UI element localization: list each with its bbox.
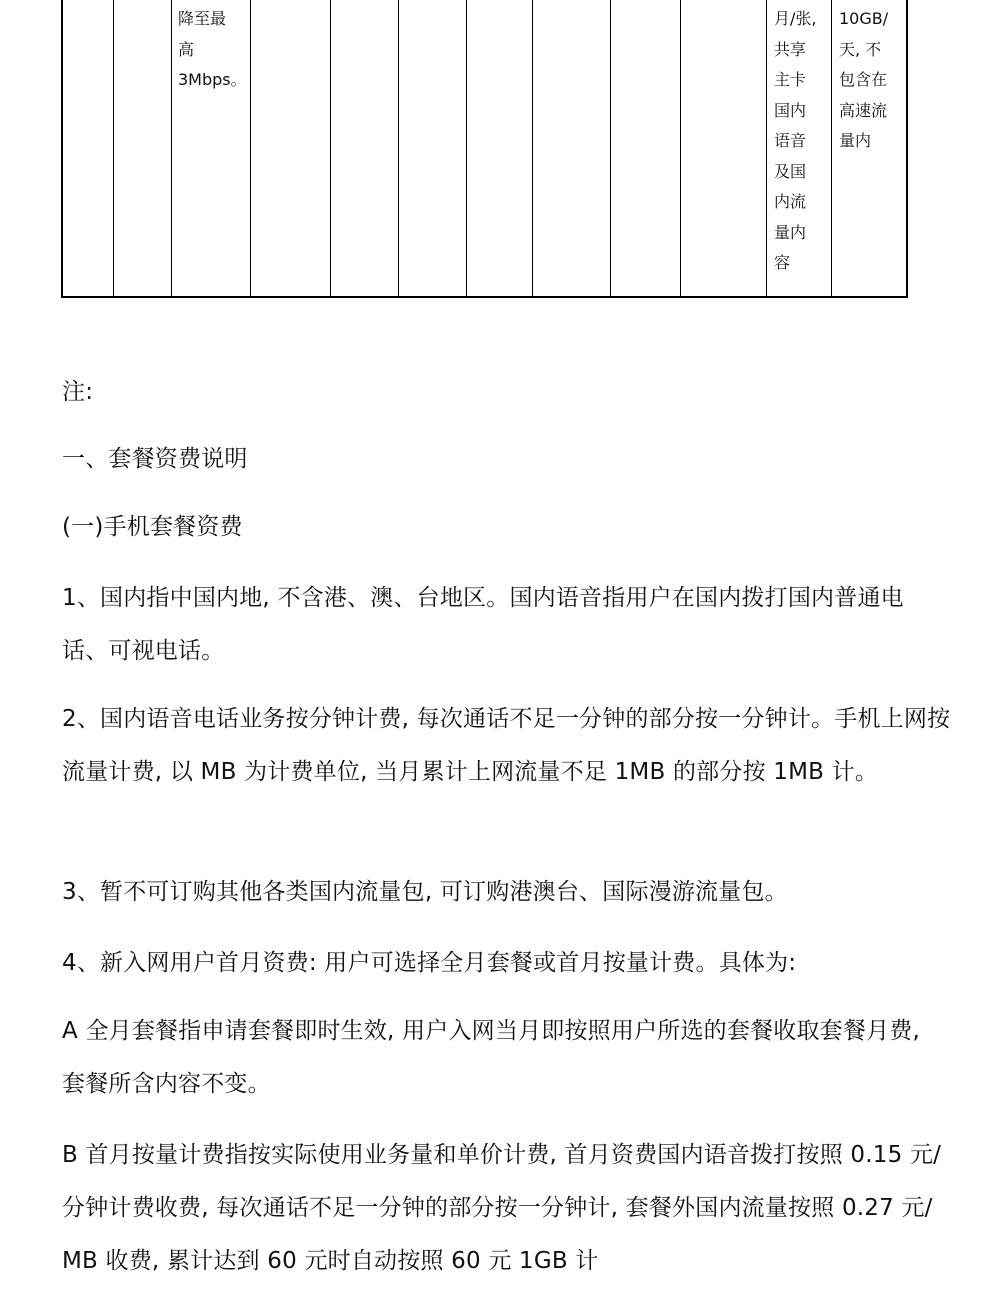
table-column-border — [680, 0, 681, 296]
note-label: 注: — [62, 379, 94, 405]
table-column-border — [113, 0, 114, 296]
table-column-border — [532, 0, 533, 296]
table-cell-secondary-card: 月/张, 共享 主卡 国内 语音 及国 内流 量内 容 — [774, 9, 817, 272]
table-column-border — [766, 0, 767, 296]
table-column-border — [250, 0, 251, 296]
note-item-1: 1、国内指中国内地, 不含港、澳、台地区。国内语音指用户在国内拨打国内普通电话、可视电话。 — [62, 585, 904, 664]
note-item-b: B 首月按量计费指按实际使用业务量和单价计费, 首月资费国内语音拨打按照 0.15 元/分钟计费收费, 每次通话不足一分钟的部分按一分钟计, 套餐外国内流量按照 0.27 元/MB 收费, 累计达到 60 元时自动按照 60 元 1GB 计 — [62, 1142, 942, 1274]
table-column-border — [610, 0, 611, 296]
table-column-border — [61, 0, 63, 296]
table-cell-speed-limit: 降至最 高 3Mbps。 — [178, 9, 247, 89]
note-item-2: 2、国内语音电话业务按分钟计费, 每次通话不足一分钟的部分按一分钟计。手机上网按流量计费, 以 MB 为计费单位, 当月累计上网流量不足 1MB 的部分按 1MB 计。 — [62, 706, 951, 785]
note-item-4: 4、新入网用户首月资费: 用户可选择全月套餐或首月按量计费。具体为: — [62, 950, 797, 976]
table-column-border — [330, 0, 331, 296]
note-item-3: 3、暂不可订购其他各类国内流量包, 可订购港澳台、国际漫游流量包。 — [62, 879, 788, 905]
note-item-a: A 全月套餐指申请套餐即时生效, 用户入网当月即按照用户所选的套餐收取套餐月费, 套餐所含内容不变。 — [62, 1018, 920, 1097]
table-cell-daily-cap: 10GB/ 天, 不 包含在 高速流 量内 — [839, 9, 889, 150]
section-title: 一、套餐资费说明 — [62, 446, 248, 472]
table-column-border — [906, 0, 908, 296]
table-column-border — [831, 0, 832, 296]
subsection-title: (一)手机套餐资费 — [62, 514, 243, 540]
table-column-border — [171, 0, 172, 296]
table-column-border — [398, 0, 399, 296]
table-column-border — [466, 0, 467, 296]
